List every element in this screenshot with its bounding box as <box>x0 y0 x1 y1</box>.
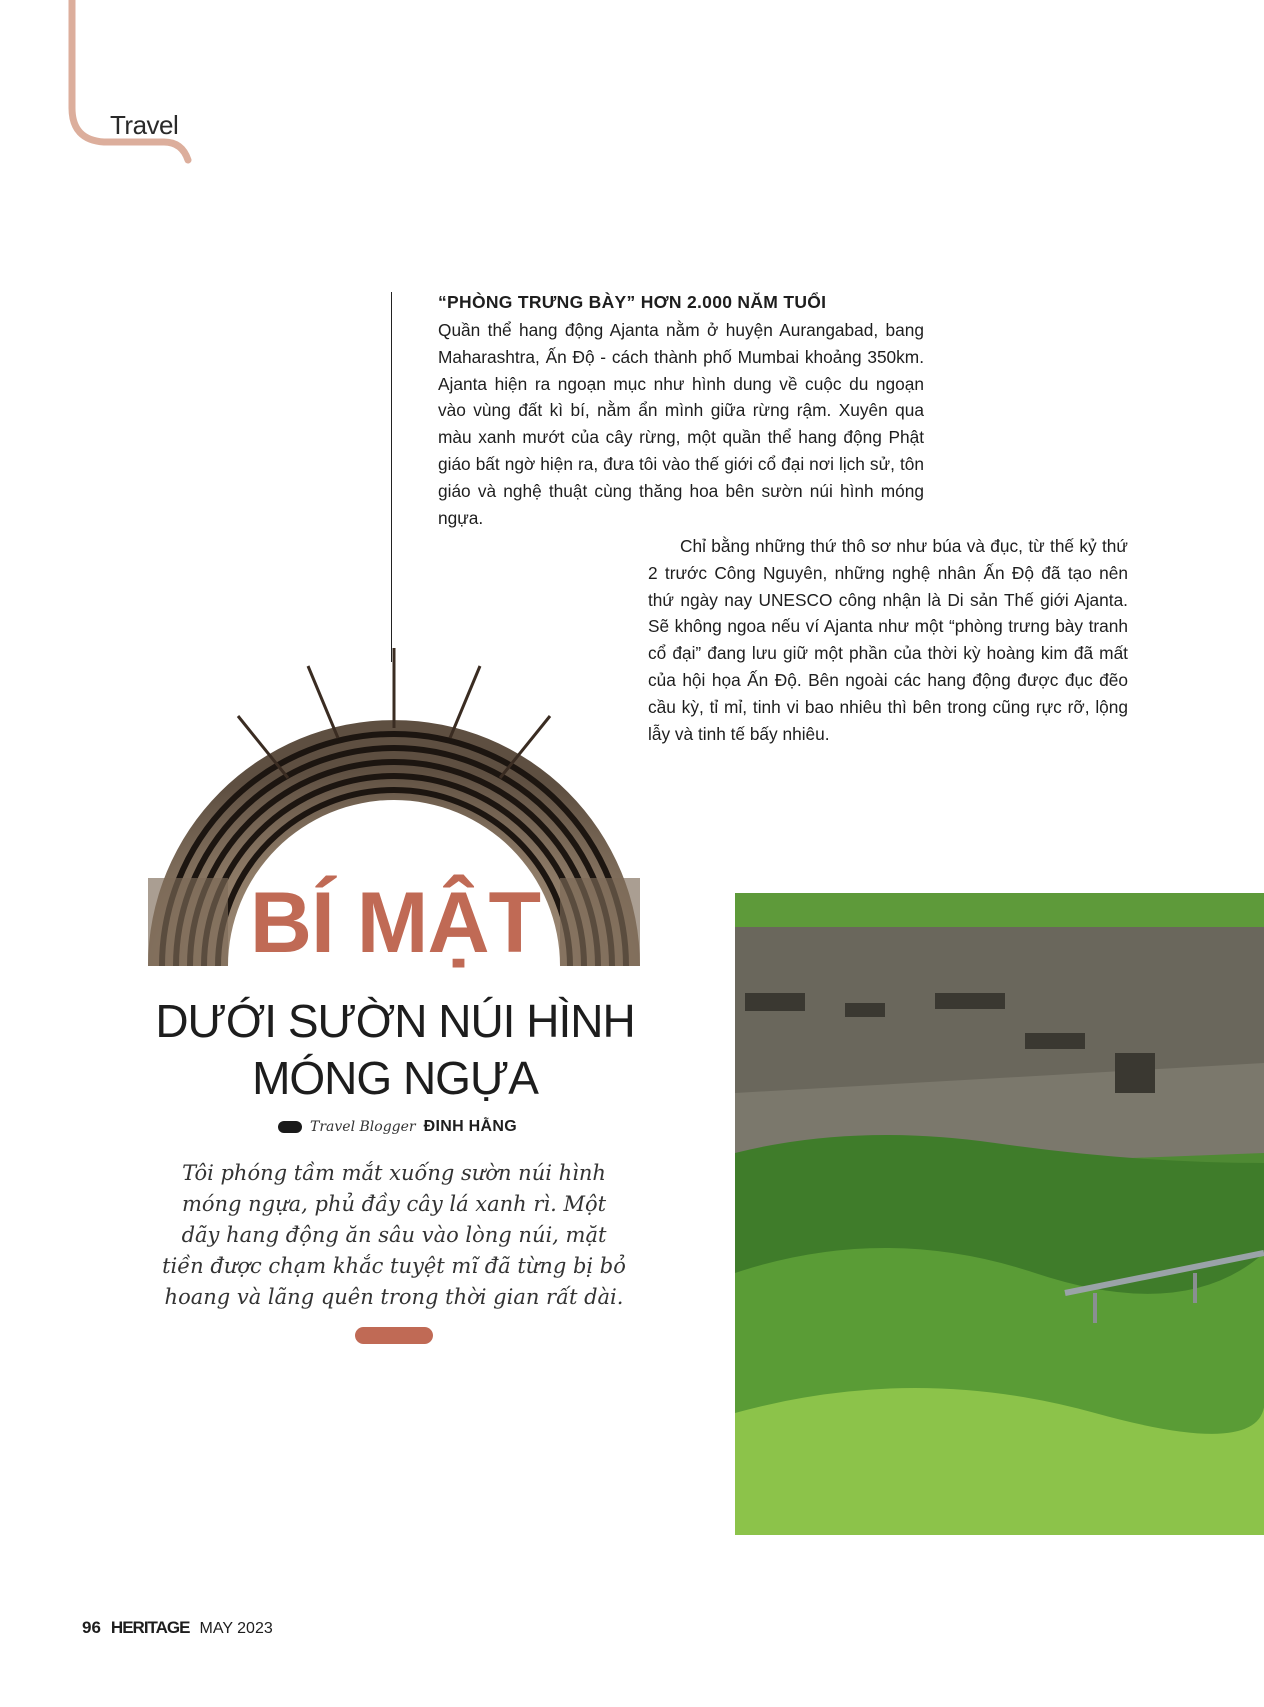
byline-name: ĐINH HẰNG <box>423 1118 517 1135</box>
byline <box>278 1115 517 1139</box>
page-footer <box>82 1618 273 1638</box>
title-sub-line-1: DƯỚI SƯỜN NÚI HÌNH <box>155 995 635 1047</box>
accent-bar <box>355 1327 433 1344</box>
issue-date: MAY 2023 <box>199 1620 273 1637</box>
title-sub-line-2: MÓNG NGỰA <box>252 1052 538 1104</box>
section-label: Travel <box>110 110 179 140</box>
magazine-name: HERITAGE <box>110 1618 190 1637</box>
lead-paragraph: Tôi phóng tầm mắt xuống sườn núi hình móng ngựa, phủ đầy cây lá xanh rì. Một dãy hang động ăn sâu vào lòng núi, mặt tiền được chạm khắc tuyệt mĩ đã từng bị bỏ hoang và lãng quên trong thời gian rất dài. <box>162 1161 626 1309</box>
section-bracket-decoration <box>64 0 204 180</box>
ajanta-landscape-photo <box>735 893 1264 1535</box>
article-paragraph-1: Quần thể hang động Ajanta nằm ở huyện Aurangabad, bang Maharashtra, Ấn Độ - cách thành phố Mumbai khoảng 350km. Ajanta hiện ra ngoạn mục như hình dung về cuộc du ngoạn vào vùng đất kì bí, nằm ẩn mình giữa rừng rậm. Xuyên qua màu xanh mướt của cây rừng, một quần thể hang động Phật giáo bất ngờ hiện ra, đưa tôi vào thế giới cổ đại nơi lịch sử, tôn giáo và nghệ thuật cùng thăng hoa bên sườn núi hình móng ngựa. <box>438 320 924 528</box>
title-main: BÍ MẬT <box>249 875 541 971</box>
article-column-1 <box>438 292 924 531</box>
article-subheading: “PHÒNG TRƯNG BÀY” HƠN 2.000 NĂM TUỔI <box>438 292 827 312</box>
vertical-rule <box>391 292 392 662</box>
byline-role: Travel Blogger <box>310 1119 416 1135</box>
article-column-2 <box>648 533 1128 747</box>
page-number: 96 <box>82 1618 101 1637</box>
byline-pen-icon <box>278 1121 302 1133</box>
article-paragraph-2: Chỉ bằng những thứ thô sơ như búa và đục, từ thế kỷ thứ 2 trước Công Nguyên, những nghệ nhân Ấn Độ đã tạo nên thứ ngày nay UNESCO công nhận là Di sản Thế giới Ajanta. Sẽ không ngoa nếu ví Ajanta như một “phòng trưng bày tranh cổ đại” đang lưu giữ một phần của thời kỳ hoàng kim đã mất của hội họa Ấn Độ. Bên ngoài các hang động được đục đẽo cầu kỳ, tỉ mỉ, tinh vi bao nhiêu thì bên trong cũng rực rỡ, lộng lẫy và tinh tế bấy nhiêu. <box>648 536 1128 744</box>
